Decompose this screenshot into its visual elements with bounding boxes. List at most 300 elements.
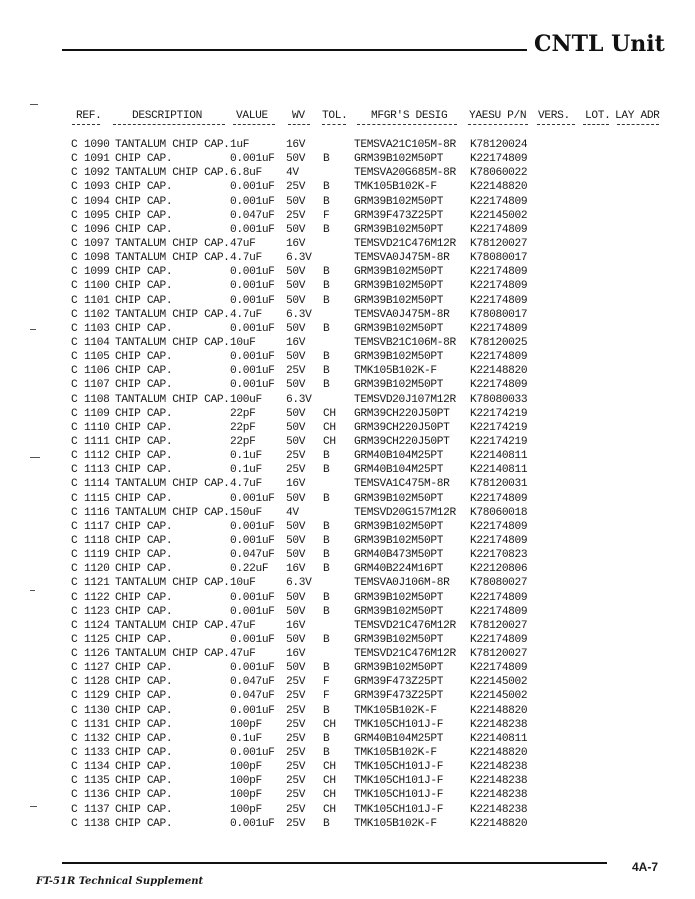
mfgr-cell: GRM39B102M50PT bbox=[354, 153, 444, 166]
value-cell: 0.001uF bbox=[230, 351, 275, 364]
table-row bbox=[0, 223, 695, 237]
mfgr-cell: TMK105CH101J-F bbox=[354, 761, 444, 774]
part-number-cell: K78080033 bbox=[470, 393, 528, 406]
ref-cell: C bbox=[71, 209, 78, 222]
ref-cell: C bbox=[71, 506, 78, 519]
value-cell: 22pF bbox=[230, 435, 256, 448]
value-cell: 0.047uF bbox=[230, 209, 275, 222]
tol-cell: CH bbox=[323, 803, 336, 816]
mfgr-cell: GRM39B102M50PT bbox=[354, 351, 444, 364]
ref-number: 1100 bbox=[84, 280, 110, 293]
part-number-cell: K22145002 bbox=[470, 676, 528, 689]
ref-number: 1118 bbox=[84, 534, 110, 547]
part-number-cell: K22174809 bbox=[470, 322, 528, 335]
value-cell: 100pF bbox=[230, 718, 262, 731]
wv-cell: 25V bbox=[286, 676, 306, 689]
ref-cell: C bbox=[71, 704, 78, 717]
mfgr-cell: TMK105CH101J-F bbox=[354, 718, 444, 731]
description-cell: CHIP CAP. bbox=[115, 761, 173, 774]
col-ref: REF. bbox=[76, 110, 102, 122]
wv-cell: 50V bbox=[286, 351, 306, 364]
ref-cell: C bbox=[71, 280, 78, 293]
wv-cell: 50V bbox=[286, 520, 306, 533]
tol-cell: B bbox=[323, 534, 330, 547]
table-row bbox=[0, 675, 695, 689]
ref-cell: C bbox=[71, 266, 78, 279]
description-cell: CHIP CAP. bbox=[115, 195, 173, 208]
mfgr-cell: GRM39B102M50PT bbox=[354, 633, 444, 646]
table-row bbox=[0, 647, 695, 661]
wv-cell: 16V bbox=[286, 619, 306, 632]
value-cell: 0.001uF bbox=[230, 266, 275, 279]
mfgr-cell: GRM39B102M50PT bbox=[354, 280, 444, 293]
wv-cell: 50V bbox=[286, 534, 306, 547]
description-cell: CHIP CAP. bbox=[115, 153, 173, 166]
part-number-cell: K22174809 bbox=[470, 534, 528, 547]
col-description: DESCRIPTION bbox=[132, 110, 202, 122]
part-number-cell: K22174809 bbox=[470, 280, 528, 293]
ref-number: 1114 bbox=[84, 478, 110, 491]
tol-cell: B bbox=[323, 662, 330, 675]
ref-number: 1134 bbox=[84, 761, 110, 774]
ref-number: 1133 bbox=[84, 747, 110, 760]
ref-number: 1103 bbox=[84, 322, 110, 335]
wv-cell: 50V bbox=[286, 633, 306, 646]
description-cell: CHIP CAP. bbox=[115, 718, 173, 731]
part-number-cell: K22174809 bbox=[470, 266, 528, 279]
description-cell: CHIP CAP. bbox=[115, 280, 173, 293]
value-cell: 0.001uF bbox=[230, 662, 275, 675]
value-cell: 0.001uF bbox=[230, 322, 275, 335]
table-row bbox=[0, 746, 695, 760]
mfgr-cell: TMK105B102K-F bbox=[354, 747, 437, 760]
document-title: FT-51R Technical Supplement bbox=[36, 876, 204, 887]
value-cell: 0.047uF bbox=[230, 690, 275, 703]
table-row bbox=[0, 492, 695, 506]
part-number-cell: K22148238 bbox=[470, 789, 528, 802]
ref-cell: C bbox=[71, 351, 78, 364]
table-row bbox=[0, 308, 695, 322]
ref-number: 1132 bbox=[84, 732, 110, 745]
description-cell: CHIP CAP. bbox=[115, 407, 173, 420]
wv-cell: 50V bbox=[286, 435, 306, 448]
wv-cell: 50V bbox=[286, 591, 306, 604]
value-cell: 100pF bbox=[230, 803, 262, 816]
ref-cell: C bbox=[71, 336, 78, 349]
table-row bbox=[0, 506, 695, 520]
description-cell: CHIP CAP. bbox=[115, 676, 173, 689]
part-number-cell: K22148820 bbox=[470, 181, 528, 194]
mfgr-cell: TEMSVD21C476M12R bbox=[354, 619, 456, 632]
table-row bbox=[0, 477, 695, 491]
tol-cell: B bbox=[323, 280, 330, 293]
ref-number: 1125 bbox=[84, 633, 110, 646]
wv-cell: 25V bbox=[286, 365, 306, 378]
table-row bbox=[0, 364, 695, 378]
wv-cell: 25V bbox=[286, 761, 306, 774]
description-cell: TANTALUM CHIP CAP. bbox=[115, 577, 230, 590]
table-row bbox=[0, 704, 695, 718]
ref-number: 1115 bbox=[84, 492, 110, 505]
wv-cell: 16V bbox=[286, 478, 306, 491]
description-cell: CHIP CAP. bbox=[115, 563, 173, 576]
mfgr-cell: GRM39F473Z25PT bbox=[354, 676, 444, 689]
part-number-cell: K22174809 bbox=[470, 351, 528, 364]
wv-cell: 25V bbox=[286, 450, 306, 463]
table-row bbox=[0, 407, 695, 421]
mfgr-cell: GRM39B102M50PT bbox=[354, 266, 444, 279]
value-cell: 0.047uF bbox=[230, 549, 275, 562]
ref-cell: C bbox=[71, 421, 78, 434]
wv-cell: 25V bbox=[286, 209, 306, 222]
value-cell: 47uF bbox=[230, 619, 256, 632]
description-cell: CHIP CAP. bbox=[115, 492, 173, 505]
ref-cell: C bbox=[71, 294, 78, 307]
description-cell: CHIP CAP. bbox=[115, 520, 173, 533]
dash-value bbox=[233, 124, 275, 125]
ref-cell: C bbox=[71, 549, 78, 562]
dash-yaesu-pn bbox=[468, 124, 528, 125]
ref-number: 1124 bbox=[84, 619, 110, 632]
description-cell: CHIP CAP. bbox=[115, 351, 173, 364]
ref-number: 1127 bbox=[84, 662, 110, 675]
part-number-cell: K22120806 bbox=[470, 563, 528, 576]
table-row bbox=[0, 294, 695, 308]
dash-lot bbox=[583, 124, 609, 125]
mfgr-cell: GRM39F473Z25PT bbox=[354, 209, 444, 222]
ref-number: 1095 bbox=[84, 209, 110, 222]
value-cell: 0.047uF bbox=[230, 676, 275, 689]
tol-cell: CH bbox=[323, 718, 336, 731]
mfgr-cell: GRM40B473M50PT bbox=[354, 549, 444, 562]
value-cell: 0.001uF bbox=[230, 747, 275, 760]
parts-table bbox=[0, 138, 695, 831]
table-row bbox=[0, 605, 695, 619]
value-cell: 10uF bbox=[230, 577, 256, 590]
col-tol: TOL. bbox=[322, 110, 348, 122]
table-row bbox=[0, 760, 695, 774]
mfgr-cell: GRM39CH220J50PT bbox=[354, 407, 450, 420]
mfgr-cell: TMK105B102K-F bbox=[354, 365, 437, 378]
value-cell: 0.001uF bbox=[230, 379, 275, 392]
part-number-cell: K22148238 bbox=[470, 718, 528, 731]
ref-cell: C bbox=[71, 139, 78, 151]
ref-number: 1102 bbox=[84, 308, 110, 321]
tol-cell: B bbox=[323, 266, 330, 279]
table-row bbox=[0, 378, 695, 392]
wv-cell: 50V bbox=[286, 223, 306, 236]
ref-cell: C bbox=[71, 534, 78, 547]
tol-cell: B bbox=[323, 153, 330, 166]
wv-cell: 6.3V bbox=[286, 577, 312, 590]
ref-cell: C bbox=[71, 789, 78, 802]
ref-cell: C bbox=[71, 167, 78, 180]
part-number-cell: K22174809 bbox=[470, 153, 528, 166]
value-cell: 0.001uF bbox=[230, 534, 275, 547]
wv-cell: 16V bbox=[286, 139, 306, 151]
ref-cell: C bbox=[71, 365, 78, 378]
wv-cell: 25V bbox=[286, 775, 306, 788]
ref-number: 1096 bbox=[84, 223, 110, 236]
part-number-cell: K22174809 bbox=[470, 591, 528, 604]
ref-cell: C bbox=[71, 237, 78, 250]
table-row bbox=[0, 774, 695, 788]
part-number-cell: K22140811 bbox=[470, 464, 528, 477]
mfgr-cell: TMK105B102K-F bbox=[354, 181, 437, 194]
ref-cell: C bbox=[71, 648, 78, 661]
table-row bbox=[0, 463, 695, 477]
ref-number: 1107 bbox=[84, 379, 110, 392]
ref-number: 1104 bbox=[84, 336, 110, 349]
value-cell: 150uF bbox=[230, 506, 262, 519]
page-number: 4A-7 bbox=[632, 860, 659, 874]
ref-cell: C bbox=[71, 464, 78, 477]
ref-number: 1117 bbox=[84, 520, 110, 533]
part-number-cell: K78080027 bbox=[470, 577, 528, 590]
tol-cell: F bbox=[323, 209, 330, 222]
tol-cell: B bbox=[323, 520, 330, 533]
table-row bbox=[0, 421, 695, 435]
mfgr-cell: TEMSVB21C106M-8R bbox=[354, 336, 456, 349]
value-cell: 0.1uF bbox=[230, 464, 262, 477]
table-row bbox=[0, 152, 695, 166]
col-mfgr: MFGR'S DESIG bbox=[371, 110, 448, 122]
part-number-cell: K78120025 bbox=[470, 336, 528, 349]
part-number-cell: K22174219 bbox=[470, 435, 528, 448]
ref-cell: C bbox=[71, 690, 78, 703]
description-cell: TANTALUM CHIP CAP. bbox=[115, 237, 230, 250]
ref-number: 1135 bbox=[84, 775, 110, 788]
description-cell: CHIP CAP. bbox=[115, 294, 173, 307]
ref-number: 1108 bbox=[84, 393, 110, 406]
ref-number: 1105 bbox=[84, 351, 110, 364]
description-cell: CHIP CAP. bbox=[115, 365, 173, 378]
table-row bbox=[0, 336, 695, 350]
wv-cell: 50V bbox=[286, 662, 306, 675]
wv-cell: 4V bbox=[286, 506, 299, 519]
mfgr-cell: TEMSVA20G685M-8R bbox=[354, 167, 456, 180]
part-number-cell: K22174809 bbox=[470, 379, 528, 392]
footer-rule bbox=[62, 862, 607, 864]
ref-cell: C bbox=[71, 520, 78, 533]
tol-cell: B bbox=[323, 365, 330, 378]
dash-vers bbox=[537, 124, 575, 125]
wv-cell: 50V bbox=[286, 280, 306, 293]
tol-cell: CH bbox=[323, 421, 336, 434]
table-row bbox=[0, 195, 695, 209]
description-cell: CHIP CAP. bbox=[115, 591, 173, 604]
wv-cell: 16V bbox=[286, 563, 306, 576]
mfgr-cell: TEMSVD20J107M12R bbox=[354, 393, 456, 406]
ref-cell: C bbox=[71, 478, 78, 491]
tol-cell: B bbox=[323, 223, 330, 236]
value-cell: 47uF bbox=[230, 648, 256, 661]
ref-number: 1126 bbox=[84, 648, 110, 661]
table-row bbox=[0, 661, 695, 675]
part-number-cell: K78060018 bbox=[470, 506, 528, 519]
mfgr-cell: GRM39CH220J50PT bbox=[354, 435, 450, 448]
value-cell: 0.001uF bbox=[230, 153, 275, 166]
mfgr-cell: TMK105CH101J-F bbox=[354, 789, 444, 802]
ref-cell: C bbox=[71, 308, 78, 321]
tol-cell: B bbox=[323, 747, 330, 760]
description-cell: CHIP CAP. bbox=[115, 322, 173, 335]
part-number-cell: K78080017 bbox=[470, 252, 528, 265]
value-cell: 0.001uF bbox=[230, 520, 275, 533]
tol-cell: CH bbox=[323, 761, 336, 774]
dash-mfgr bbox=[357, 124, 457, 125]
ref-number: 1097 bbox=[84, 237, 110, 250]
mfgr-cell: GRM39B102M50PT bbox=[354, 195, 444, 208]
value-cell: 4.7uF bbox=[230, 478, 262, 491]
value-cell: 0.001uF bbox=[230, 294, 275, 307]
wv-cell: 25V bbox=[286, 704, 306, 717]
table-row bbox=[0, 732, 695, 746]
wv-cell: 50V bbox=[286, 195, 306, 208]
ref-cell: C bbox=[71, 803, 78, 816]
description-cell: CHIP CAP. bbox=[115, 181, 173, 194]
description-cell: CHIP CAP. bbox=[115, 789, 173, 802]
wv-cell: 50V bbox=[286, 153, 306, 166]
table-row bbox=[0, 279, 695, 293]
value-cell: 0.001uF bbox=[230, 817, 275, 830]
value-cell: 0.001uF bbox=[230, 365, 275, 378]
ref-cell: C bbox=[71, 676, 78, 689]
value-cell: 22pF bbox=[230, 421, 256, 434]
description-cell: TANTALUM CHIP CAP. bbox=[115, 252, 230, 265]
part-number-cell: K22174809 bbox=[470, 520, 528, 533]
value-cell: 22pF bbox=[230, 407, 256, 420]
mfgr-cell: TMK105B102K-F bbox=[354, 704, 437, 717]
col-vers: VERS. bbox=[538, 110, 570, 122]
wv-cell: 16V bbox=[286, 237, 306, 250]
part-number-cell: K22174809 bbox=[470, 492, 528, 505]
mfgr-cell: GRM39B102M50PT bbox=[354, 322, 444, 335]
description-cell: CHIP CAP. bbox=[115, 549, 173, 562]
part-number-cell: K22148238 bbox=[470, 803, 528, 816]
wv-cell: 50V bbox=[286, 322, 306, 335]
wv-cell: 50V bbox=[286, 266, 306, 279]
header-rule bbox=[62, 49, 527, 51]
value-cell: 0.001uF bbox=[230, 195, 275, 208]
value-cell: 0.001uF bbox=[230, 633, 275, 646]
value-cell: 6.8uF bbox=[230, 167, 262, 180]
value-cell: 0.001uF bbox=[230, 591, 275, 604]
part-number-cell: K22140811 bbox=[470, 732, 528, 745]
part-number-cell: K22174809 bbox=[470, 662, 528, 675]
wv-cell: 25V bbox=[286, 817, 306, 830]
ref-cell: C bbox=[71, 153, 78, 166]
ref-number: 1136 bbox=[84, 789, 110, 802]
tol-cell: B bbox=[323, 181, 330, 194]
value-cell: 0.001uF bbox=[230, 280, 275, 293]
table-row bbox=[0, 350, 695, 364]
mfgr-cell: GRM40B104M25PT bbox=[354, 450, 444, 463]
mfgr-cell: GRM39F473Z25PT bbox=[354, 690, 444, 703]
value-cell: 100pF bbox=[230, 775, 262, 788]
scan-mark bbox=[30, 104, 38, 105]
description-cell: CHIP CAP. bbox=[115, 803, 173, 816]
table-row bbox=[0, 576, 695, 590]
description-cell: CHIP CAP. bbox=[115, 209, 173, 222]
wv-cell: 50V bbox=[286, 492, 306, 505]
wv-cell: 50V bbox=[286, 421, 306, 434]
tol-cell: B bbox=[323, 605, 330, 618]
part-number-cell: K78060022 bbox=[470, 167, 528, 180]
description-cell: TANTALUM CHIP CAP. bbox=[115, 648, 230, 661]
part-number-cell: K22174809 bbox=[470, 605, 528, 618]
wv-cell: 25V bbox=[286, 181, 306, 194]
wv-cell: 6.3V bbox=[286, 252, 312, 265]
value-cell: 0.001uF bbox=[230, 605, 275, 618]
mfgr-cell: TEMSVD21C476M12R bbox=[354, 237, 456, 250]
description-cell: CHIP CAP. bbox=[115, 464, 173, 477]
part-number-cell: K22145002 bbox=[470, 209, 528, 222]
mfgr-cell: GRM40B224M16PT bbox=[354, 563, 444, 576]
tol-cell: B bbox=[323, 591, 330, 604]
mfgr-cell: TEMSVD21C476M12R bbox=[354, 648, 456, 661]
value-cell: 0.001uF bbox=[230, 492, 275, 505]
part-number-cell: K78120027 bbox=[470, 237, 528, 250]
table-row bbox=[0, 548, 695, 562]
ref-cell: C bbox=[71, 747, 78, 760]
ref-cell: C bbox=[71, 619, 78, 632]
ref-number: 1131 bbox=[84, 718, 110, 731]
part-number-cell: K22148820 bbox=[470, 747, 528, 760]
value-cell: 0.001uF bbox=[230, 223, 275, 236]
part-number-cell: K22148820 bbox=[470, 817, 528, 830]
description-cell: TANTALUM CHIP CAP. bbox=[115, 336, 230, 349]
tol-cell: B bbox=[323, 492, 330, 505]
tol-cell: CH bbox=[323, 435, 336, 448]
wv-cell: 25V bbox=[286, 747, 306, 760]
tol-cell: B bbox=[323, 563, 330, 576]
table-row bbox=[0, 689, 695, 703]
ref-cell: C bbox=[71, 761, 78, 774]
mfgr-cell: TMK105B102K-F bbox=[354, 817, 437, 830]
description-cell: CHIP CAP. bbox=[115, 704, 173, 717]
wv-cell: 50V bbox=[286, 294, 306, 307]
table-row bbox=[0, 209, 695, 223]
part-number-cell: K22174219 bbox=[470, 421, 528, 434]
dash-lay-adr bbox=[617, 124, 659, 125]
ref-number: 1122 bbox=[84, 591, 110, 604]
ref-cell: C bbox=[71, 662, 78, 675]
ref-number: 1098 bbox=[84, 252, 110, 265]
ref-number: 1091 bbox=[84, 153, 110, 166]
ref-cell: C bbox=[71, 577, 78, 590]
ref-number: 1129 bbox=[84, 690, 110, 703]
mfgr-cell: GRM40B104M25PT bbox=[354, 732, 444, 745]
ref-cell: C bbox=[71, 252, 78, 265]
mfgr-cell: GRM39B102M50PT bbox=[354, 605, 444, 618]
mfgr-cell: GRM39CH220J50PT bbox=[354, 421, 450, 434]
mfgr-cell: TEMSVD20G157M12R bbox=[354, 506, 456, 519]
ref-cell: C bbox=[71, 775, 78, 788]
tol-cell: B bbox=[323, 294, 330, 307]
description-cell: TANTALUM CHIP CAP. bbox=[115, 308, 230, 321]
description-cell: CHIP CAP. bbox=[115, 732, 173, 745]
value-cell: 47uF bbox=[230, 237, 256, 250]
ref-cell: C bbox=[71, 223, 78, 236]
col-lot: LOT. bbox=[585, 110, 611, 122]
value-cell: 100pF bbox=[230, 761, 262, 774]
wv-cell: 16V bbox=[286, 336, 306, 349]
value-cell: 4.7uF bbox=[230, 252, 262, 265]
wv-cell: 4V bbox=[286, 167, 299, 180]
table-row bbox=[0, 435, 695, 449]
ref-number: 1113 bbox=[84, 464, 110, 477]
